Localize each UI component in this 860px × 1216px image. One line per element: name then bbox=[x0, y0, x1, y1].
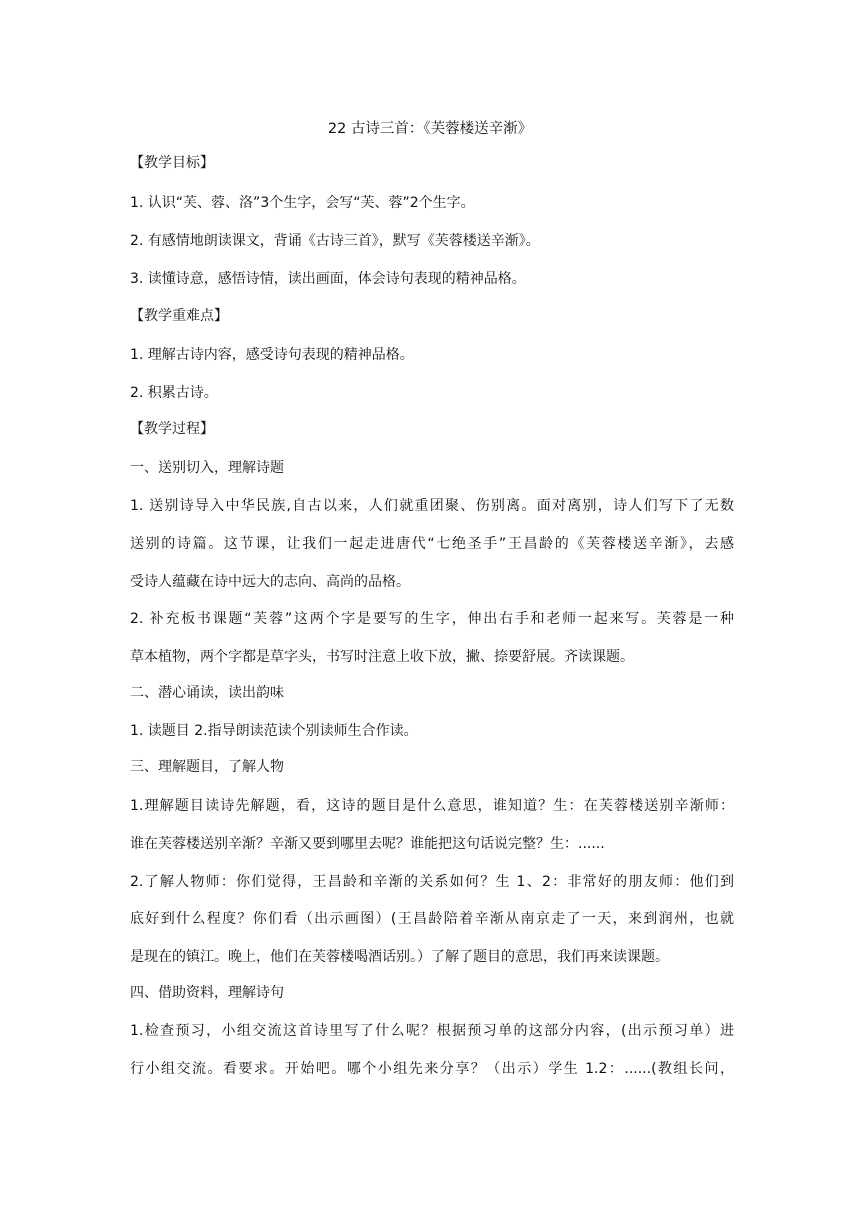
paragraph-line: 1.检查预习，小组交流这首诗里写了什么呢？根据预习单的这部分内容，(出示预习单）进 bbox=[130, 1023, 734, 1039]
paragraph-line: 1. 读题目 2.指导朗读范读个别读师生合作读。 bbox=[130, 723, 418, 739]
paragraph-line: 谁在芙蓉楼送别辛渐？辛渐又要到哪里去呢？谁能把这句话说完整？生：...... bbox=[130, 836, 605, 852]
objective-item-3: 3. 读懂诗意，感悟诗情，读出画面，体会诗句表现的精神品格。 bbox=[130, 271, 526, 287]
objective-item-2: 2. 有感情地朗读课文，背诵《古诗三首》，默写《芙蓉楼送辛渐》。 bbox=[130, 233, 540, 249]
section-heading-process: 【教学过程】 bbox=[130, 421, 214, 437]
paragraph-line: 受诗人蕴藏在诗中远大的志向、高尚的品格。 bbox=[130, 574, 410, 590]
paragraph-line: 草本植物，两个字都是草字头，书写时注意上收下放，撇、捺要舒展。齐读课题。 bbox=[130, 649, 634, 665]
section-heading-objectives: 【教学目标】 bbox=[130, 155, 214, 171]
paragraph-line: 1.理解题目读诗先解题，看，这诗的题目是什么意思，谁知道？生：在芙蓉楼送别辛渐师： bbox=[130, 798, 734, 814]
key-point-item-2: 2. 积累古诗。 bbox=[130, 385, 218, 401]
paragraph-line: 1. 送别诗导入中华民族,自古以来，人们就重团聚、伤别离。面对离别，诗人们写下了无数 bbox=[130, 498, 734, 514]
paragraph-line: 底好到什么程度？你们看（出示画图）(王昌龄陪着辛渐从南京走了一天，来到润州，也就 bbox=[130, 911, 734, 927]
step-heading-1: 一、送别切入，理解诗题 bbox=[130, 460, 284, 476]
paragraph-line: 2. 补充板书课题“芙蓉”这两个字是要写的生字，伸出右手和老师一起来写。芙蓉是一种 bbox=[130, 611, 734, 627]
step-heading-2: 二、潜心诵读，读出韵味 bbox=[130, 685, 284, 701]
section-heading-key-points: 【教学重难点】 bbox=[130, 308, 228, 324]
step-heading-3: 三、理解题目，了解人物 bbox=[130, 759, 284, 775]
key-point-item-1: 1. 理解古诗内容，感受诗句表现的精神品格。 bbox=[130, 347, 414, 363]
paragraph-line: 2.了解人物师：你们觉得，王昌龄和辛渐的关系如何？生 1、2：非常好的朋友师：他们到 bbox=[130, 874, 734, 890]
paragraph-line: 是现在的镇江。晚上，他们在芙蓉楼喝酒话别。）了解了题目的意思，我们再来读课题。 bbox=[130, 949, 669, 965]
paragraph-line: 送别的诗篇。这节课，让我们一起走进唐代“七绝圣手”王昌龄的《芙蓉楼送辛渐》，去感 bbox=[130, 536, 734, 552]
objective-item-1: 1. 认识“芙、蓉、洛”3个生字，会写“芙、蓉”2个生字。 bbox=[130, 195, 475, 211]
document-title: 22 古诗三首：《芙蓉楼送辛渐》 bbox=[327, 121, 533, 137]
step-heading-4: 四、借助资料，理解诗句 bbox=[130, 985, 284, 1001]
paragraph-line: 行小组交流。看要求。开始吧。哪个小组先来分享？（出示）学生 1.2：......(教组长问， bbox=[130, 1061, 734, 1077]
